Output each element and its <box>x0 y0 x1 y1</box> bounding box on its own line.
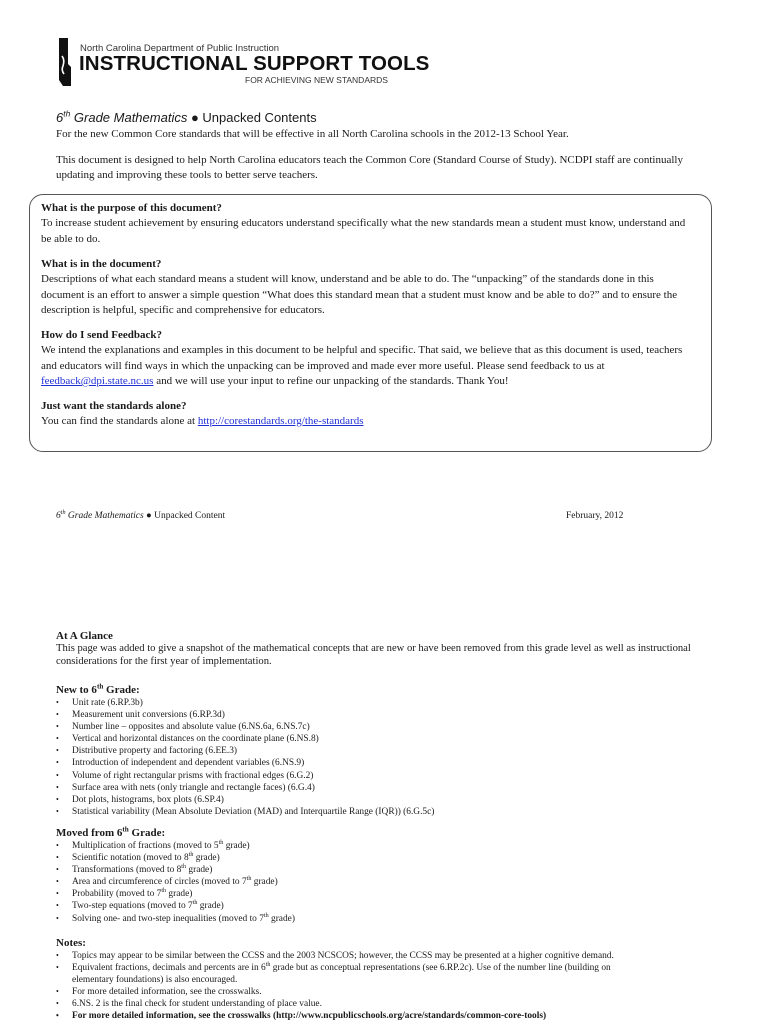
list-item: • Dot plots, histograms, box plots (6.SP.4) <box>54 794 434 806</box>
brand-tagline: FOR ACHIEVING NEW STANDARDS <box>245 75 388 85</box>
brand-title: INSTRUCTIONAL SUPPORT TOOLS <box>79 52 430 75</box>
faq-answer-feedback: We intend the explanations and examples in this document to be helpful and specific. That said, we believe that as this document is used, teachers and educators will find ways in which the unpacking can be improved and made ever more useful. Please send feedback to us at feedback@dpi.state.nc.us and we will use your input to refine our unpacking of the standards. Thank You! <box>41 344 683 387</box>
list-item: • Topics may appear to be similar between the CCSS and the 2003 NCSCOS; however, the CCSS may be presented at a higher cognitive demand. <box>54 950 614 962</box>
faq-answer-contents: Descriptions of what each standard means a student will know, understand and be able to do. The “unpacking” of the standards done in this document is an effort to answer a simple question “What does this standard mean that a student must know and be able to do?” and to ensure the description is helpful, specific and comprehensive for educators. <box>41 273 678 316</box>
list-item: • Number line – opposites and absolute value (6.NS.6a, 6.NS.7c) <box>54 721 434 733</box>
list-item: • Vertical and horizontal distances on the coordinate plane (6.NS.8) <box>54 733 434 745</box>
intro-paragraph-1: For the new Common Core standards that will be effective in all North Carolina schools in the 2012-13 School Year. <box>56 128 569 140</box>
list-item: • Multiplication of fractions (moved to 5th grade) <box>54 840 295 852</box>
list-item: • For more detailed information, see the crosswalks. <box>54 986 614 998</box>
standards-link[interactable]: http://corestandards.org/the-standards <box>197 415 364 427</box>
list-item: • Measurement unit conversions (6.RP.3d) <box>54 709 434 721</box>
list-item: • Volume of right rectangular prisms with fractional edges (6.G.2) <box>54 770 434 782</box>
glance-text: This page was added to give a snapshot of the mathematical concepts that are new or have been removed from this grade level as well as instructional considerations for the first year of implementation. <box>56 643 691 667</box>
notes-list <box>54 950 614 1023</box>
faq-answer-purpose: To increase student achievement by ensuring educators understand specifically what the new standards mean a student must know, understand and be able to do. <box>41 217 686 245</box>
title-tail: ● Unpacked Contents <box>187 110 317 125</box>
title-grade: 6th Grade Mathematics <box>56 108 188 125</box>
list-item: • 6.NS. 2 is the final check for student understanding of place value. <box>54 998 614 1010</box>
logo-mark-icon <box>55 36 72 88</box>
new-to-grade-heading: New to 6th Grade: <box>56 682 140 696</box>
new-topics-list <box>54 697 434 818</box>
list-item: • Statistical variability (Mean Absolute Deviation (MAD) and Interquartile Range (IQR)) (6.G.5c) <box>54 806 434 818</box>
page-footer-title: 6th Grade Mathematics ● Unpacked Content <box>56 509 226 521</box>
list-item: • Equivalent fractions, decimals and percents are in 6th grade but as conceptual representations (see 6.RP.2c). Use of the number line (building on elementary foundations) is also encouraged. <box>54 962 614 986</box>
faq-question-contents: What is in the document? <box>41 258 162 270</box>
document-title <box>56 110 317 125</box>
faq-question-purpose: What is the purpose of this document? <box>41 202 222 214</box>
list-item: • Probability (moved to 7th grade) <box>54 888 295 900</box>
intro-paragraph-2: This document is designed to help North Carolina educators teach the Common Core (Standard Course of Study). NCDPI staff are continually updating and improving these tools to better serve teachers. <box>56 154 683 181</box>
moved-topics-list <box>54 840 295 925</box>
glance-heading: At A Glance <box>56 630 113 642</box>
list-item: • Unit rate (6.RP.3b) <box>54 697 434 709</box>
list-item: • Scientific notation (moved to 8th grade) <box>54 852 295 864</box>
list-item: • Surface area with nets (only triangle and rectangle faces) (6.G.4) <box>54 782 434 794</box>
agency-name: North Carolina Department of Public Instruction <box>80 43 280 54</box>
list-item: • Area and circumference of circles (moved to 7th grade) <box>54 876 295 888</box>
page-footer-date: February, 2012 <box>566 511 624 521</box>
faq-question-standards: Just want the standards alone? <box>41 400 187 412</box>
header-logo <box>55 36 430 88</box>
list-item: • Solving one- and two-step inequalities (moved to 7th grade) <box>54 913 295 925</box>
moved-from-grade-heading: Moved from 6th Grade: <box>56 825 166 839</box>
feedback-email-link[interactable]: feedback@dpi.state.nc.us <box>41 375 154 387</box>
faq-answer-standards: You can find the standards alone at http://corestandards.org/the-standards <box>41 415 364 427</box>
list-item: • Two-step equations (moved to 7th grade) <box>54 900 295 912</box>
list-item: • Introduction of independent and dependent variables (6.NS.9) <box>54 757 434 769</box>
notes-heading: Notes: <box>56 937 86 949</box>
list-item: • Transformations (moved to 8th grade) <box>54 864 295 876</box>
list-item: • For more detailed information, see the crosswalks (http://www.ncpublicschools.org/acre/standards/common-core-tools) <box>54 1010 614 1022</box>
faq-question-feedback: How do I send Feedback? <box>41 329 163 341</box>
list-item: • Distributive property and factoring (6.EE.3) <box>54 745 434 757</box>
